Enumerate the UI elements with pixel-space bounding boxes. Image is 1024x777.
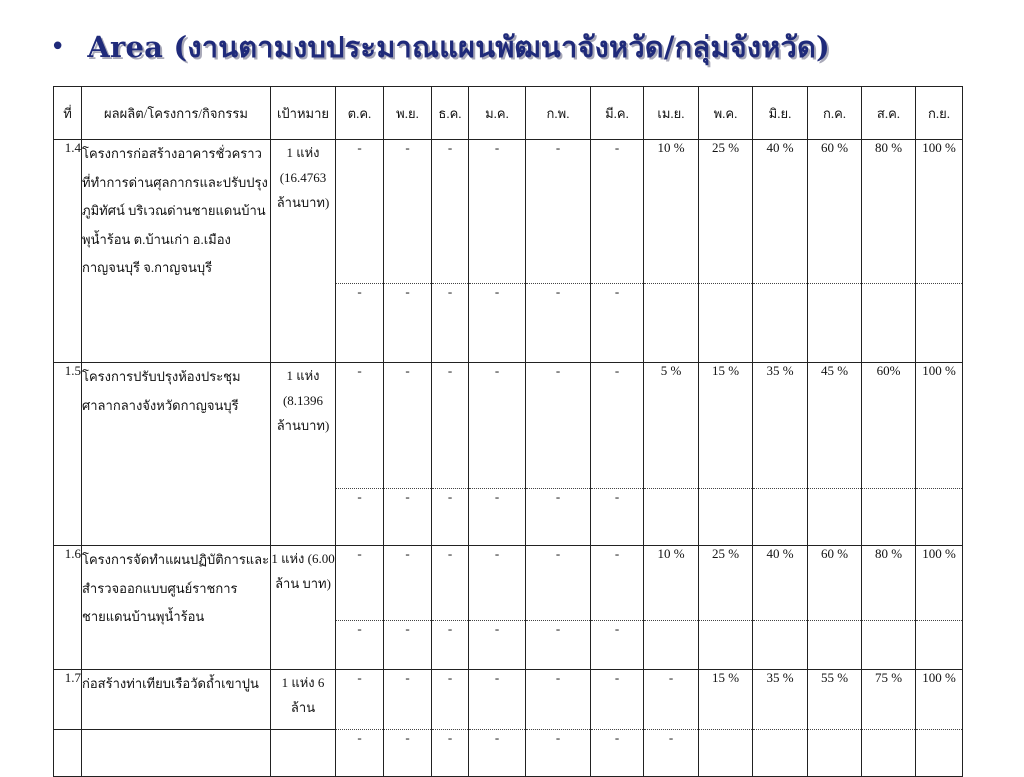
- actual-value-cell: [808, 489, 862, 546]
- actual-row: [54, 730, 963, 777]
- col-header-month: เม.ย.: [644, 87, 699, 140]
- project-target: 1 แห่ง (8.1396 ล้านบาท): [271, 363, 336, 546]
- actual-value-cell: -: [384, 489, 432, 546]
- actual-value-cell: [916, 730, 963, 777]
- row-number-empty: [54, 730, 82, 777]
- col-header-month: ก.ค.: [808, 87, 862, 140]
- plan-value-cell: 10 %: [644, 140, 699, 284]
- actual-value-cell: -: [526, 621, 591, 670]
- plan-value-cell: 55 %: [808, 670, 862, 730]
- plan-value-cell: 35 %: [753, 363, 808, 489]
- plan-value-cell: 10 %: [644, 546, 699, 621]
- actual-value-cell: -: [644, 730, 699, 777]
- actual-value-cell: -: [432, 621, 469, 670]
- plan-value-cell: -: [469, 546, 526, 621]
- actual-value-cell: [699, 621, 753, 670]
- actual-value-cell: -: [526, 730, 591, 777]
- plan-value-cell: -: [336, 363, 384, 489]
- col-header-month: ธ.ค.: [432, 87, 469, 140]
- actual-value-cell: [753, 621, 808, 670]
- actual-value-cell: [753, 284, 808, 363]
- plan-value-cell: 25 %: [699, 546, 753, 621]
- slide-title-row: [50, 22, 830, 72]
- col-header-month: ต.ค.: [336, 87, 384, 140]
- row-number: 1.6: [54, 546, 82, 670]
- plan-value-cell: -: [384, 140, 432, 284]
- plan-value-cell: 100 %: [916, 140, 963, 284]
- plan-value-cell: -: [591, 140, 644, 284]
- plan-value-cell: 15 %: [699, 670, 753, 730]
- actual-value-cell: [916, 284, 963, 363]
- plan-value-cell: -: [526, 670, 591, 730]
- slide-title: Area (งานตามงบประมาณแผนพัฒนาจังหวัด/กลุ่มจังหวัด): [87, 30, 830, 64]
- plan-value-cell: 80 %: [862, 546, 916, 621]
- plan-row: [54, 140, 963, 284]
- project-name: โครงการก่อสร้างอาคารชั่วคราวที่ทำการด่านศุลกากรและปรับปรุงภูมิทัศน์ บริเวณด่านชายแดนบ้านพุน้ำร้อน ต.บ้านเก่า อ.เมืองกาญจนบุรี จ.กาญจนบุรี: [82, 140, 271, 363]
- plan-value-cell: -: [384, 546, 432, 621]
- plan-value-cell: 100 %: [916, 363, 963, 489]
- plan-value-cell: -: [384, 670, 432, 730]
- col-header-month: พ.ค.: [699, 87, 753, 140]
- actual-value-cell: -: [432, 489, 469, 546]
- col-header-project: ผลผลิต/โครงการ/กิจกรรม: [82, 87, 271, 140]
- actual-value-cell: -: [384, 284, 432, 363]
- actual-value-cell: -: [591, 621, 644, 670]
- actual-value-cell: -: [336, 621, 384, 670]
- row-number: 1.5: [54, 363, 82, 546]
- actual-value-cell: [862, 284, 916, 363]
- actual-value-cell: [862, 621, 916, 670]
- row-number: 1.7: [54, 670, 82, 730]
- actual-value-cell: -: [384, 730, 432, 777]
- plan-value-cell: 45 %: [808, 363, 862, 489]
- actual-value-cell: [699, 489, 753, 546]
- actual-value-cell: [808, 621, 862, 670]
- col-header-target: เป้าหมาย: [271, 87, 336, 140]
- plan-value-cell: -: [469, 363, 526, 489]
- plan-value-cell: -: [526, 546, 591, 621]
- plan-value-cell: -: [432, 140, 469, 284]
- plan-value-cell: -: [336, 670, 384, 730]
- actual-value-cell: -: [384, 621, 432, 670]
- project-plan-table: [53, 86, 963, 777]
- plan-value-cell: -: [469, 140, 526, 284]
- actual-value-cell: -: [591, 730, 644, 777]
- plan-row: [54, 546, 963, 621]
- plan-value-cell: 100 %: [916, 670, 963, 730]
- project-name: โครงการปรับปรุงห้องประชุมศาลากลางจังหวัดกาญจนบุรี: [82, 363, 271, 546]
- actual-value-cell: [808, 284, 862, 363]
- plan-value-cell: -: [591, 670, 644, 730]
- title-bullet: •: [50, 32, 66, 62]
- project-target: 1 แห่ง 6 ล้าน: [271, 670, 336, 730]
- plan-value-cell: 15 %: [699, 363, 753, 489]
- plan-value-cell: 40 %: [753, 140, 808, 284]
- plan-value-cell: -: [591, 363, 644, 489]
- actual-value-cell: [699, 284, 753, 363]
- actual-value-cell: -: [336, 489, 384, 546]
- col-header-month: พ.ย.: [384, 87, 432, 140]
- project-target: 1 แห่ง (16.4763 ล้านบาท): [271, 140, 336, 363]
- plan-value-cell: -: [432, 670, 469, 730]
- actual-value-cell: -: [526, 284, 591, 363]
- plan-value-cell: 60%: [862, 363, 916, 489]
- actual-value-cell: [644, 621, 699, 670]
- actual-value-cell: [916, 489, 963, 546]
- plan-value-cell: 40 %: [753, 546, 808, 621]
- actual-value-cell: [644, 284, 699, 363]
- row-number: 1.4: [54, 140, 82, 363]
- col-header-month: ม.ค.: [469, 87, 526, 140]
- plan-value-cell: 35 %: [753, 670, 808, 730]
- col-header-month: มี.ค.: [591, 87, 644, 140]
- plan-value-cell: -: [591, 546, 644, 621]
- plan-value-cell: 75 %: [862, 670, 916, 730]
- project-name: โครงการจัดทำแผนปฏิบัติการและสำรวจออกแบบศูนย์ราชการชายแดนบ้านพุน้ำร้อน: [82, 546, 271, 670]
- plan-value-cell: 60 %: [808, 546, 862, 621]
- actual-value-cell: [753, 489, 808, 546]
- project-name: ก่อสร้างท่าเทียบเรือวัดถ้ำเขาปูน: [82, 670, 271, 730]
- table-header-row: [54, 87, 963, 140]
- actual-value-cell: -: [336, 730, 384, 777]
- plan-value-cell: -: [526, 363, 591, 489]
- plan-value-cell: 100 %: [916, 546, 963, 621]
- actual-value-cell: -: [591, 284, 644, 363]
- actual-value-cell: -: [591, 489, 644, 546]
- plan-value-cell: -: [432, 363, 469, 489]
- actual-value-cell: [699, 730, 753, 777]
- actual-value-cell: -: [432, 284, 469, 363]
- plan-value-cell: -: [469, 670, 526, 730]
- actual-value-cell: -: [469, 284, 526, 363]
- actual-value-cell: -: [526, 489, 591, 546]
- project-name-empty: [82, 730, 271, 777]
- actual-value-cell: -: [432, 730, 469, 777]
- project-target: 1 แห่ง (6.00 ล้าน บาท): [271, 546, 336, 670]
- plan-value-cell: 25 %: [699, 140, 753, 284]
- col-header-month: ก.ย.: [916, 87, 963, 140]
- actual-value-cell: -: [469, 730, 526, 777]
- plan-value-cell: 60 %: [808, 140, 862, 284]
- plan-row: [54, 363, 963, 489]
- plan-value-cell: 5 %: [644, 363, 699, 489]
- plan-value-cell: -: [384, 363, 432, 489]
- plan-value-cell: -: [526, 140, 591, 284]
- actual-value-cell: [753, 730, 808, 777]
- actual-value-cell: [862, 730, 916, 777]
- col-header-month: ก.พ.: [526, 87, 591, 140]
- col-header-month: ส.ค.: [862, 87, 916, 140]
- plan-value-cell: 80 %: [862, 140, 916, 284]
- plan-value-cell: -: [432, 546, 469, 621]
- actual-value-cell: [862, 489, 916, 546]
- actual-value-cell: -: [336, 284, 384, 363]
- actual-value-cell: -: [469, 621, 526, 670]
- actual-value-cell: [644, 489, 699, 546]
- project-target-empty: [271, 730, 336, 777]
- actual-value-cell: -: [469, 489, 526, 546]
- col-header-month: มิ.ย.: [753, 87, 808, 140]
- plan-row: [54, 670, 963, 730]
- actual-value-cell: [808, 730, 862, 777]
- actual-value-cell: [916, 621, 963, 670]
- col-header-no: ที่: [54, 87, 82, 140]
- plan-value-cell: -: [336, 546, 384, 621]
- plan-value-cell: -: [644, 670, 699, 730]
- plan-value-cell: -: [336, 140, 384, 284]
